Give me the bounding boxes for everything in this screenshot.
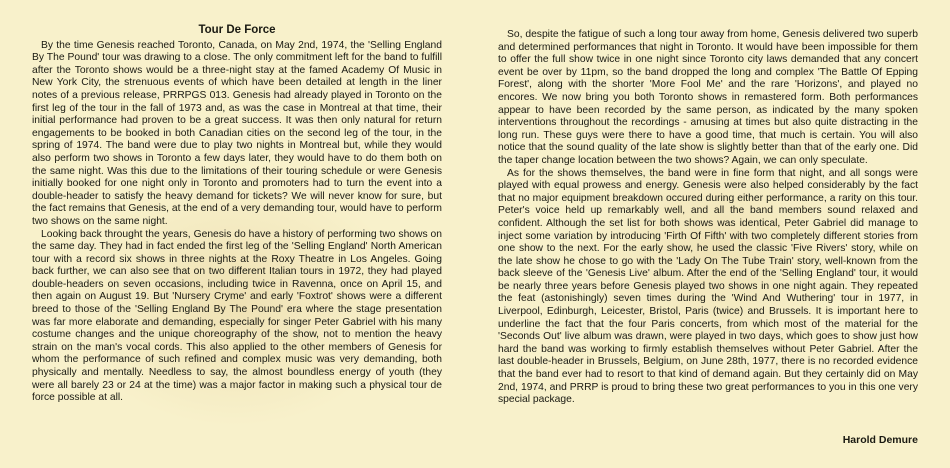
paragraph: As for the shows themselves, the band were in fine form that night, and all songs were played with equal prowess and energy. Genesis were also helped considerably by the fact that no major equipment breakdown occured during either performance, a rarity on this tour. Peter's voice held up remarkably well, and all the band members sound relaxed and confident. Although the set list for both shows was identical, Peter Gabriel did manage to inject some variation by introducing 'Firth Of Fifth' with two completely different stories from one show to the next. For the early show, he used the classic 'Five Rivers' story, while on the late show he chose to go with the 'Lady On The Tube Train' story, well-known from the back sleeve of the 'Genesis Live' album. After the end of the 'Selling England' tour, it would be nearly three years before Genesis played two shows in one night again. They repeated the feat (astonishingly) seven times during the 'Wind And Wuthering' tour in 1977, in Liverpool, Edinburgh, Leicester, Bristol, Paris (twice) and Brussels. It is important here to underline the fact that the four Paris concerts, from which most of the material for the 'Seconds Out' live album was drawn, were played in two days, which goes to show just how hard the band was working to firmly establish themselves without Peter Gabriel. After the last double-header in Brussels, Belgium, on June 28th, 1977, there is no recorded evidence that the band ever had to resort to that kind of demand again. But they certainly did on May 2nd, 1974, and PRRP is proud to bring these two great performances to you in this one very special package. <box>498 167 918 406</box>
paragraph: Looking back throught the years, Genesis do have a history of performing two shows on the same day. They had in fact ended the first leg of the 'Selling England' North American tour with a record six shows in three nights at the Roxy Theatre in Los Angeles. Going back further, we can also see that on two different Italian tours in 1972, they had played double-headers on seven occasions, including twice in Ravenna, once on April 15, and then again on August 19. But 'Nursery Cryme' and early 'Foxtrot' shows were a different breed to those of the 'Selling England By The Pound' era where the stage presentation was far more elaborate and demanding, especially for singer Peter Gabriel with his many costume changes and the unique choreography of the show, not to mention the heavy strain on the man's vocal cords. This also applied to the other members of Genesis for whom the performance of such refined and complex music was very demanding, both physically and mentally. Needless to say, the almost boundless energy of youth (they were all barely 23 or 24 at the time) was a major factor in making such a physical tour de force possible at all. <box>32 228 442 404</box>
author-signature: Harold Demure <box>842 434 918 446</box>
left-column <box>32 4 442 405</box>
document-title: Tour De Force <box>198 24 276 36</box>
paragraph: So, despite the fatigue of such a long tour away from home, Genesis delivered two superb and determined performances that night in Toronto. It would have been impossible for them to offer the full show twice in one night since Toronto city laws demanded that any concert event be over by 11pm, so the band dropped the long and complex 'The Battle Of Epping Forest', along with the shorter 'More Fool Me' and the rare 'Horizons', and played no encores. We now bring you both Toronto shows in remastered form. Both performances appear to have been recorded by the same person, as indicated by the many spoken interventions throughout the recordings - amusing at times but also quite distracting in the long run. These guys were there to have a good time, that much is certain. You will also notice that the sound quality of the late show is slightly better than that of the early one. Did the taper change location between the two shows? Again, we can only speculate. <box>498 29 918 166</box>
right-column <box>498 29 918 407</box>
paragraph: By the time Genesis reached Toronto, Canada, on May 2nd, 1974, the 'Selling England By The Pound' tour was drawing to a close. The only commitment left for the band to fulfill after the Toronto shows would be a three-night stay at the famed Academy Of Music in New York City, the strenuous events of which have been detailed at length in the liner notes of a previous release, PRRPGS 013. Genesis had already played in Toronto on the first leg of the tour in the fall of 1973 and, as was the case in Montreal at that time, their initial performance had proven to be a great success. It was then only natural for return engagements to be booked in both Canadian cities on the second leg of the tour, in the spring of 1974. The band were due to play two nights in Montreal but, while they would also perform two shows in Toronto a few days later, they would have to do them both on the same night. Was this due to the limitations of their touring schedule or were Genesis initially booked for one night only in Toronto and promoters had to turn the event into a double-header to satisfy the heavy demand for tickets? We will never know for sure, but the fact remains that Genesis, at the end of a very demanding tour, would have to perform two shows on the same night. <box>32 39 442 227</box>
